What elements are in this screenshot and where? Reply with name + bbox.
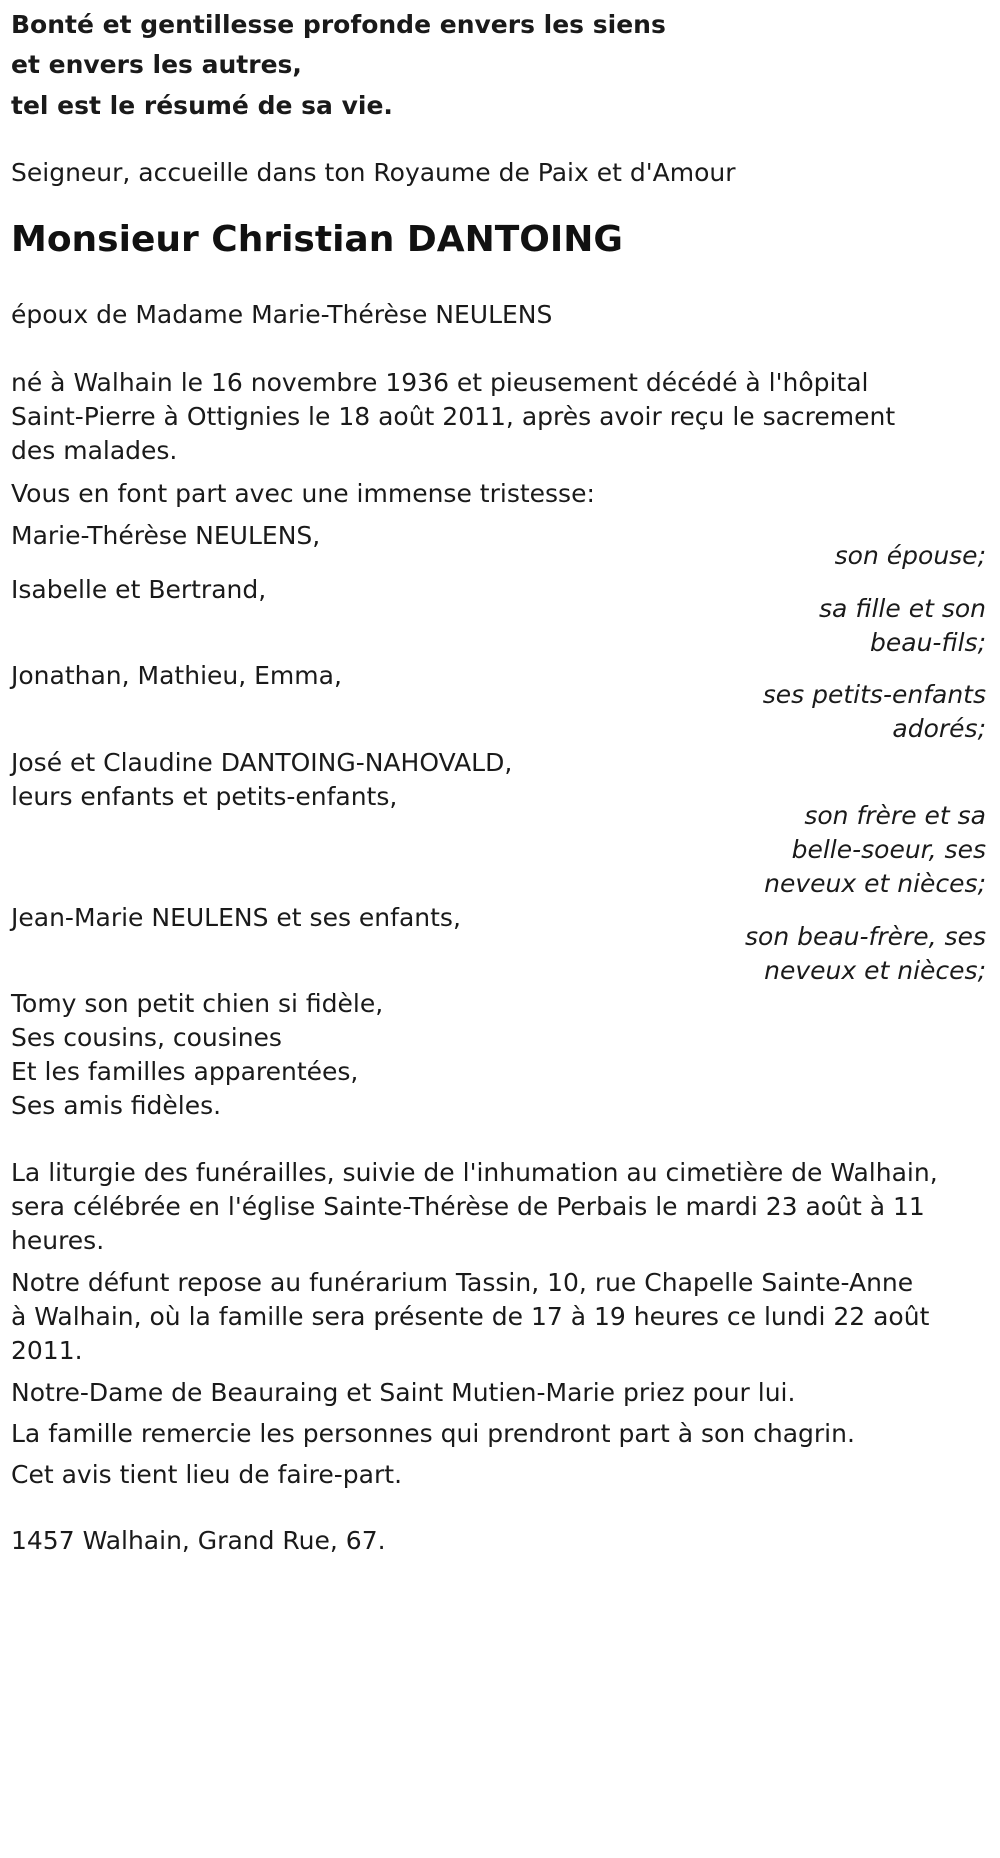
funerarium-line-1: Notre défunt repose au funérarium Tassin, 10, rue Chapelle Sainte-Anne	[11, 1268, 914, 1297]
family-relation: neveux et nièces;	[764, 869, 986, 898]
family-relation: son beau-frère, ses	[745, 922, 986, 951]
funerarium-line-3: 2011.	[11, 1336, 83, 1365]
pray-text: Notre-Dame de Beauraing et Saint Mutien-Marie priez pour lui.	[11, 1378, 796, 1407]
prayer-text: Seigneur, accueille dans ton Royaume de Paix et d'Amour	[11, 158, 736, 187]
family-names: Jonathan, Mathieu, Emma,	[11, 661, 342, 690]
family-names: Isabelle et Bertrand,	[11, 575, 267, 604]
family-names: leurs enfants et petits-enfants,	[11, 782, 398, 811]
family-relation: son épouse;	[834, 541, 986, 570]
others-line-1: Tomy son petit chien si fidèle,	[11, 989, 384, 1018]
liturgy-line-1: La liturgie des funérailles, suivie de l'inhumation au cimetière de Walhain,	[11, 1158, 938, 1187]
liturgy-line-3: heures.	[11, 1226, 105, 1255]
address-text: 1457 Walhain, Grand Rue, 67.	[11, 1526, 386, 1555]
deceased-name: Monsieur Christian DANTOING	[11, 219, 623, 260]
motto-line-1: Bonté et gentillesse profonde envers les siens	[11, 10, 666, 39]
liturgy-line-2: sera célébrée en l'église Sainte-Thérèse de Perbais le mardi 23 août à 11	[11, 1192, 925, 1221]
family-relation: beau-fils;	[870, 628, 986, 657]
notice-text: Cet avis tient lieu de faire-part.	[11, 1460, 403, 1489]
family-relation: belle-soeur, ses	[791, 835, 986, 864]
thanks-text: La famille remercie les personnes qui prendront part à son chagrin.	[11, 1419, 855, 1448]
family-names: Jean-Marie NEULENS et ses enfants,	[11, 903, 461, 932]
motto-line-3: tel est le résumé de sa vie.	[11, 91, 393, 120]
spouse-text: époux de Madame Marie-Thérèse NEULENS	[11, 300, 553, 329]
family-relation: neveux et nièces;	[764, 956, 986, 985]
family-relation: sa fille et son	[819, 594, 986, 623]
birth-line-1: né à Walhain le 16 novembre 1936 et pieusement décédé à l'hôpital	[11, 368, 869, 397]
family-names: José et Claudine DANTOING-NAHOVALD,	[11, 748, 513, 777]
family-relation: adorés;	[892, 714, 986, 743]
funerarium-line-2: à Walhain, où la famille sera présente de 17 à 19 heures ce lundi 22 août	[11, 1302, 930, 1331]
announce-text: Vous en font part avec une immense tristesse:	[11, 479, 595, 508]
others-line-2: Ses cousins, cousines	[11, 1023, 282, 1052]
family-relation: ses petits-enfants	[762, 680, 986, 709]
family-names: Marie-Thérèse NEULENS,	[11, 521, 321, 550]
motto-line-2: et envers les autres,	[11, 50, 302, 79]
birth-line-3: des malades.	[11, 436, 178, 465]
others-line-4: Ses amis fidèles.	[11, 1091, 222, 1120]
family-relation: son frère et sa	[804, 801, 986, 830]
birth-line-2: Saint-Pierre à Ottignies le 18 août 2011, après avoir reçu le sacrement	[11, 402, 896, 431]
others-line-3: Et les familles apparentées,	[11, 1057, 359, 1086]
